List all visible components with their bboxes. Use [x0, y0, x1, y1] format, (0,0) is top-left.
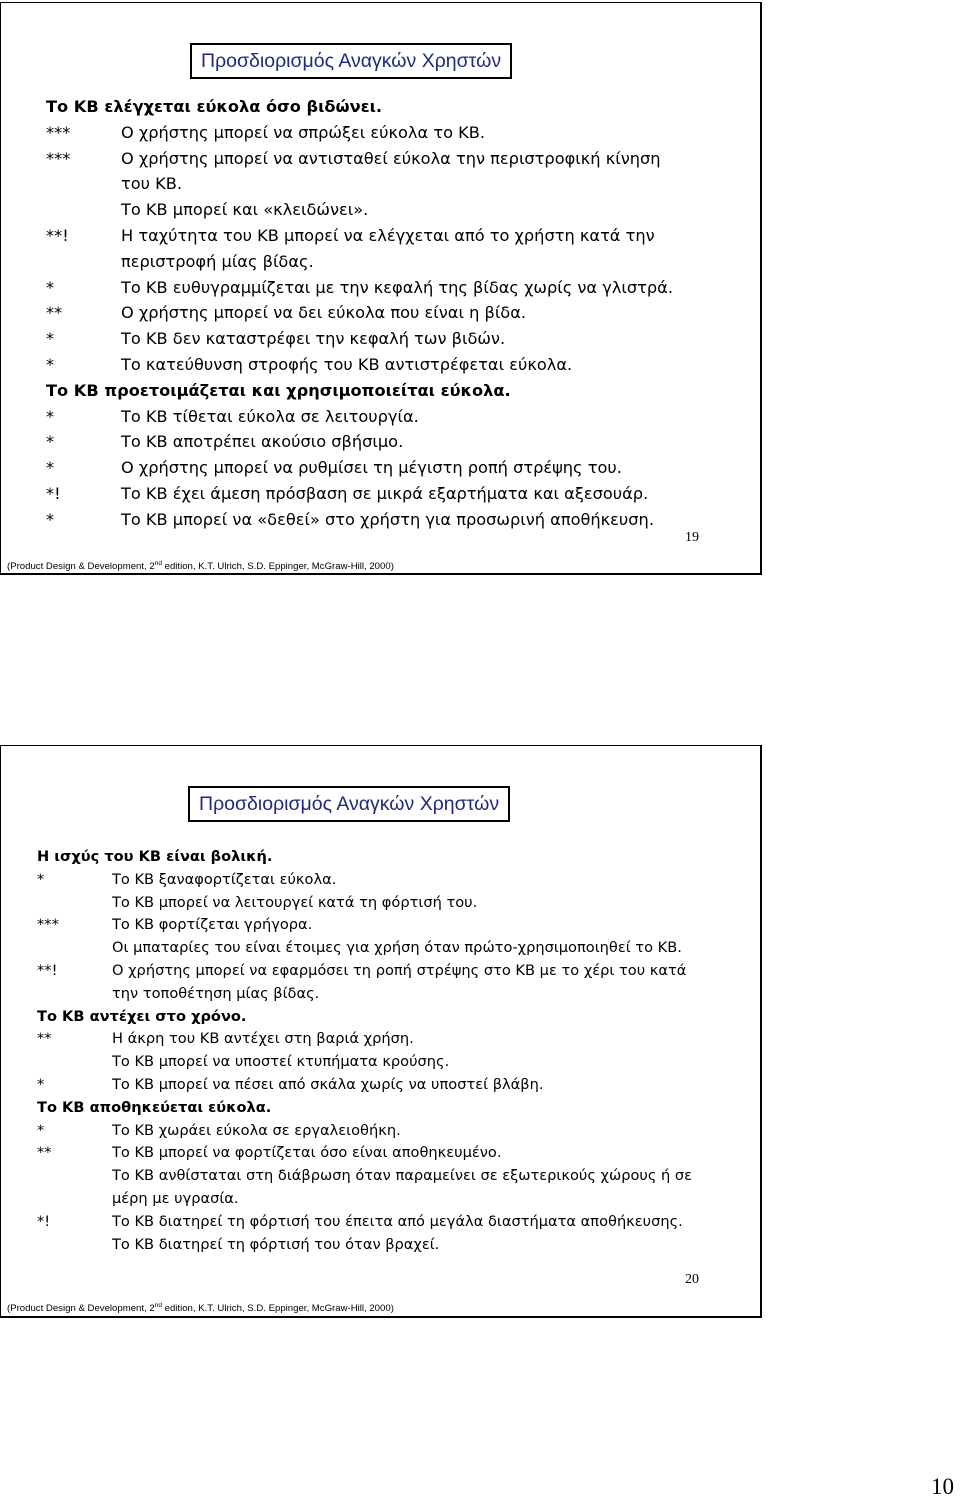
importance-marker: *	[46, 329, 55, 349]
requirement-text: Το κατεύθυνση στροφής του ΚΒ αντιστρέφεται εύκολα.	[121, 354, 573, 374]
requirement-text: Το ΚΒ χωράει εύκολα σε εργαλειοθήκη.	[112, 1121, 401, 1139]
section-heading	[37, 1097, 755, 1120]
citation-superscript: nd	[154, 560, 162, 567]
requirement-text: Το ΚΒ φορτίζεται γρήγορα.	[112, 916, 313, 934]
importance-marker: **	[37, 1030, 52, 1048]
citation-text-rest: edition, K.T. Ulrich, S.D. Eppinger, McGraw-Hill, 2000)	[161, 561, 394, 573]
requirement-text: Ο χρήστης μπορεί να σπρώξει εύκολα το ΚΒ.	[121, 122, 485, 142]
requirement-line	[46, 481, 746, 507]
requirement-line	[37, 1234, 755, 1257]
requirement-line	[37, 983, 755, 1006]
requirement-line	[46, 507, 746, 533]
requirement-line	[46, 352, 746, 378]
importance-marker: ***	[37, 916, 59, 934]
requirement-line	[37, 869, 755, 892]
requirement-line	[37, 1120, 755, 1143]
importance-marker: **!	[46, 225, 69, 245]
requirement-line	[46, 326, 746, 352]
requirement-line	[37, 1165, 755, 1188]
citation-superscript: nd	[154, 1302, 162, 1309]
requirement-line	[46, 120, 746, 146]
requirement-line	[46, 249, 746, 275]
requirement-text: Το ΚΒ αντέχει στο χρόνο.	[37, 1007, 247, 1025]
slide-page-number: 19	[685, 530, 699, 545]
requirement-line	[37, 1142, 755, 1165]
importance-marker	[37, 1188, 112, 1211]
requirement-text: Το ΚΒ διατηρεί τη φόρτισή του έπειτα από μεγάλα διαστήματα αποθήκευσης.	[112, 1212, 683, 1230]
importance-marker	[46, 197, 121, 223]
requirement-text: Το ΚΒ ελέγχεται εύκολα όσο βιδώνει.	[46, 97, 383, 116]
importance-marker: ***	[46, 122, 71, 142]
requirement-text: Το ΚΒ διατηρεί τη φόρτισή του όταν βραχεί.	[112, 1235, 440, 1253]
slide-title: Προσδιορισμός Αναγκών Χρηστών	[190, 43, 512, 79]
requirement-line	[37, 914, 755, 937]
requirement-line	[46, 171, 746, 197]
slide-page-number: 20	[685, 1272, 699, 1287]
requirement-text: Το ΚΒ μπορεί να «δεθεί» στο χρήστη για προσωρινή αποθήκευση.	[121, 509, 654, 529]
importance-marker: *	[37, 1121, 45, 1139]
requirement-line	[37, 1051, 755, 1074]
importance-marker: *	[46, 458, 55, 478]
requirement-text: Το ΚΒ αποθηκεύεται εύκολα.	[37, 1098, 272, 1116]
requirement-text: του ΚΒ.	[121, 174, 183, 194]
sheet-page-number: 10	[931, 1474, 954, 1499]
importance-marker: *	[46, 277, 55, 297]
requirement-text: την τοποθέτηση μίας βίδας.	[112, 984, 320, 1002]
importance-marker: ***	[46, 148, 71, 168]
importance-marker: *	[46, 406, 55, 426]
slide-19	[0, 2, 762, 575]
requirement-text: Ο χρήστης μπορεί να εφαρμόσει τη ροπή στρέψης στο ΚΒ με το χέρι του κατά	[112, 961, 687, 979]
requirement-text: περιστροφή μίας βίδας.	[121, 251, 314, 271]
requirement-line	[46, 404, 746, 430]
requirement-line	[37, 937, 755, 960]
requirement-text: Το ΚΒ ανθίσταται στη διάβρωση όταν παραμείνει σε εξωτερικούς χώρους ή σε	[112, 1167, 693, 1185]
section-heading	[37, 1006, 755, 1029]
importance-marker	[37, 1165, 112, 1188]
section-heading	[37, 846, 755, 869]
requirement-line	[46, 275, 746, 301]
requirement-text: Οι μπαταρίες του είναι έτοιμες για χρήση όταν πρώτο-χρησιμοποιηθεί το ΚΒ.	[112, 939, 682, 957]
slide-title: Προσδιορισμός Αναγκών Χρηστών	[188, 786, 510, 822]
importance-marker: *!	[37, 1212, 51, 1230]
citation	[7, 1302, 394, 1314]
slide-content	[46, 94, 746, 533]
citation-text-rest: edition, K.T. Ulrich, S.D. Eppinger, McGraw-Hill, 2000)	[161, 1303, 394, 1315]
requirement-text: Το ΚΒ μπορεί να φορτίζεται όσο είναι αποθηκευμένο.	[112, 1144, 502, 1162]
importance-marker	[37, 892, 112, 915]
requirement-text: Το ΚΒ τίθεται εύκολα σε λειτουργία.	[121, 406, 419, 426]
requirement-text: Ο χρήστης μπορεί να αντισταθεί εύκολα την περιστροφική κίνηση	[121, 148, 661, 168]
requirement-line	[37, 960, 755, 983]
section-heading	[46, 378, 746, 404]
slide-content	[37, 846, 755, 1256]
requirement-text: Το ΚΒ μπορεί να λειτουργεί κατά τη φόρτισή του.	[112, 893, 478, 911]
requirement-text: Το ΚΒ μπορεί να υποστεί κτυπήματα κρούσης.	[112, 1053, 450, 1071]
importance-marker	[46, 249, 121, 275]
citation	[7, 560, 394, 572]
requirement-line	[37, 1188, 755, 1211]
section-heading	[46, 94, 746, 120]
requirement-text: Η ταχύτητα του ΚΒ μπορεί να ελέγχεται από το χρήστη κατά την	[121, 225, 655, 245]
importance-marker: *	[37, 1075, 45, 1093]
requirement-text: Ο χρήστης μπορεί να ρυθμίσει τη μέγιστη ροπή στρέψης του.	[121, 458, 622, 478]
requirement-line	[46, 146, 746, 172]
requirement-text: μέρη με υγρασία.	[112, 1189, 239, 1207]
importance-marker: **	[37, 1144, 52, 1162]
requirement-line	[46, 223, 746, 249]
requirement-line	[46, 197, 746, 223]
requirement-text: Το ΚΒ ξαναφορτίζεται εύκολα.	[112, 870, 337, 888]
requirement-text: Η άκρη του ΚΒ αντέχει στη βαριά χρήση.	[112, 1030, 414, 1048]
slide-20	[0, 745, 762, 1318]
importance-marker: *	[37, 870, 45, 888]
importance-marker: **!	[37, 961, 58, 979]
requirement-text: Το ΚΒ μπορεί να πέσει από σκάλα χωρίς να υποστεί βλάβη.	[112, 1075, 544, 1093]
requirement-text: Το ΚΒ προετοιμάζεται και χρησιμοποιείται εύκολα.	[46, 380, 511, 400]
requirement-line	[46, 429, 746, 455]
requirement-line	[37, 1028, 755, 1051]
requirement-line	[46, 455, 746, 481]
requirement-line	[46, 300, 746, 326]
citation-text: (Product Design & Development, 2	[7, 1303, 155, 1315]
requirement-text: Ο χρήστης μπορεί να δει εύκολα που είναι η βίδα.	[121, 303, 527, 323]
requirement-text: Το ΚΒ έχει άμεση πρόσβαση σε μικρά εξαρτήματα και αξεσουάρ.	[121, 483, 649, 503]
requirement-line	[37, 1211, 755, 1234]
importance-marker	[37, 1051, 112, 1074]
importance-marker: *!	[46, 483, 61, 503]
requirement-text: Η ισχύς του ΚΒ είναι βολική.	[37, 848, 273, 865]
importance-marker	[37, 983, 112, 1006]
requirement-text: Το ΚΒ αποτρέπει ακούσιο σβήσιμο.	[121, 432, 404, 452]
importance-marker: *	[46, 354, 55, 374]
requirement-text: Το ΚΒ ευθυγραμμίζεται με την κεφαλή της βίδας χωρίς να γλιστρά.	[121, 277, 673, 297]
importance-marker: *	[46, 432, 55, 452]
importance-marker	[37, 937, 112, 960]
importance-marker: *	[46, 509, 55, 529]
requirement-text: Το ΚΒ μπορεί και «κλειδώνει».	[121, 200, 369, 220]
citation-text: (Product Design & Development, 2	[7, 561, 155, 573]
requirement-line	[37, 1074, 755, 1097]
requirement-text: Το ΚΒ δεν καταστρέφει την κεφαλή των βιδών.	[121, 329, 506, 349]
requirement-line	[37, 892, 755, 915]
importance-marker: **	[46, 303, 63, 323]
importance-marker	[37, 1234, 112, 1257]
importance-marker	[46, 171, 121, 197]
